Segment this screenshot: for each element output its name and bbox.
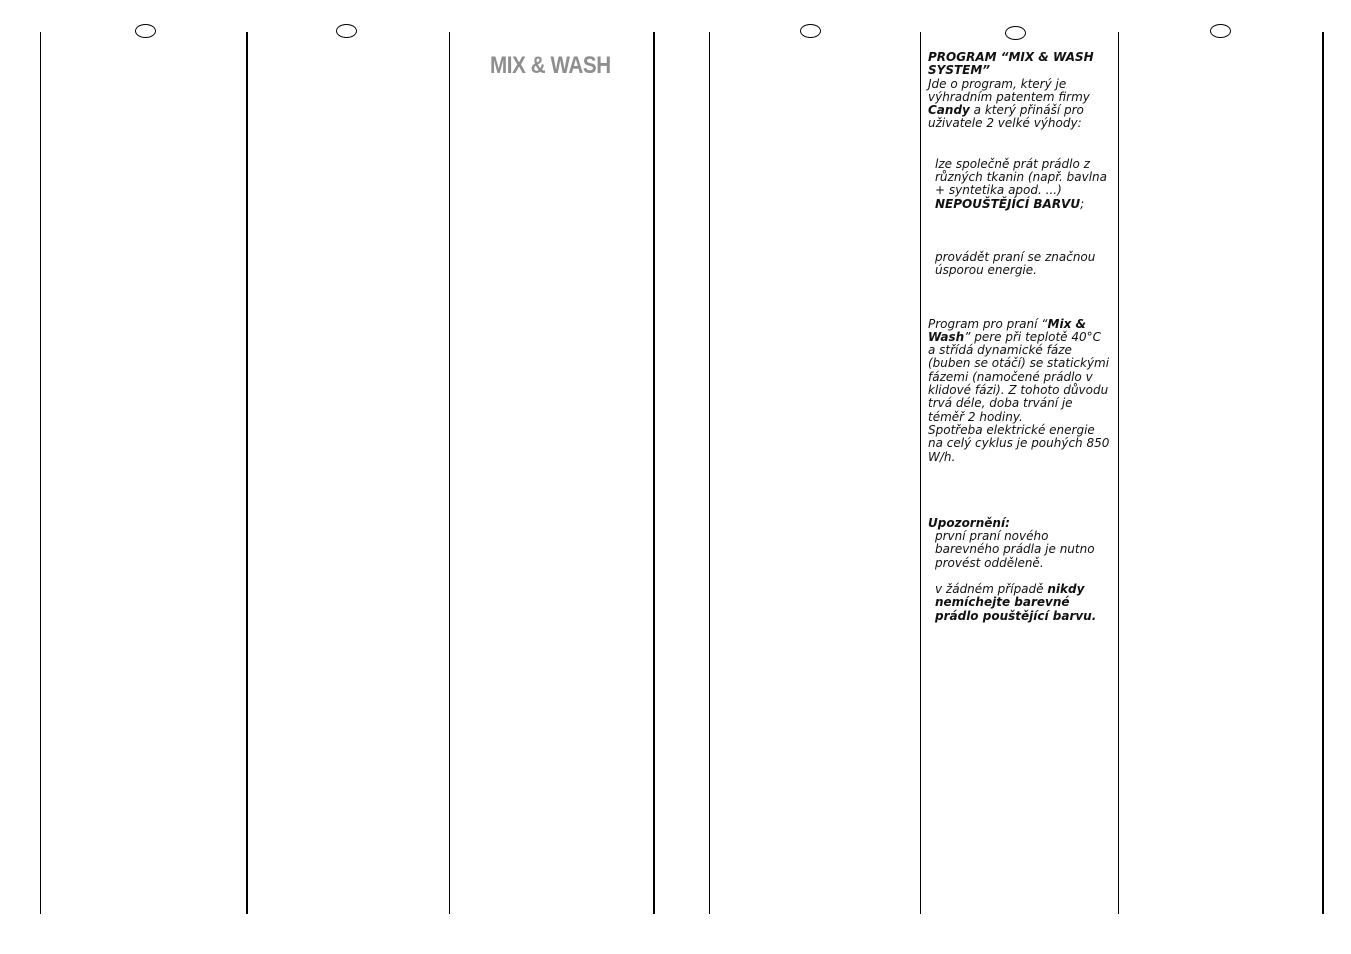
benefit-energy-saving: provádět praní se značnou úsporou energie.: [935, 249, 1096, 278]
warning-item-never-mix: v žádném případě nikdy nemíchejte barevné prádlo pouštějící barvu.: [935, 582, 1097, 623]
column-divider: [1118, 32, 1119, 914]
column-divider: [709, 32, 710, 914]
warning-title: Upozornění:: [928, 515, 1010, 530]
column-divider: [1322, 32, 1324, 914]
language-marker-oval: [1005, 26, 1026, 40]
warning-item-separate-wash: první praní nového barevného prádla je nutno provést odděleně.: [935, 529, 1095, 570]
column-divider: [920, 32, 921, 914]
language-marker-oval: [800, 24, 821, 38]
mix-and-wash-logo: MIX & WASH: [490, 52, 611, 79]
program-description-column: [928, 51, 1110, 623]
column-divider: [40, 32, 41, 914]
program-intro: Jde o program, který je výhradním patentem firmy Candy a který přináší pro uživatele 2 velké výhody:: [928, 76, 1090, 131]
program-heading: PROGRAM “MIX & WASH SYSTEM”: [928, 50, 1094, 78]
brand-name: Candy: [928, 103, 970, 118]
energy-consumption: Spotřeba elektrické energie na celý cyklus je pouhých 850 W/h.: [928, 422, 1110, 464]
language-marker-oval: [336, 24, 357, 38]
column-divider: [653, 32, 655, 914]
column-divider: [246, 32, 248, 914]
column-divider: [449, 32, 450, 914]
language-marker-oval: [135, 24, 156, 38]
benefit-mixed-fabrics: lze společně prát prádlo z různých tkanin (např. bavlna + syntetika apod. ...) NEPOUŠTĚJÍCÍ BARVU;: [935, 156, 1108, 211]
language-marker-oval: [1210, 24, 1231, 38]
program-cycle-description: Program pro praní “Mix & Wash” pere při teplotě 40°C a střídá dynamické fáze (buben se otáčí) se statickými fázemi (namočené prádlo v klidové fázi). Z tohoto důvodu trvá déle, doba trvání je téměř 2 hodiny.: [928, 316, 1110, 424]
